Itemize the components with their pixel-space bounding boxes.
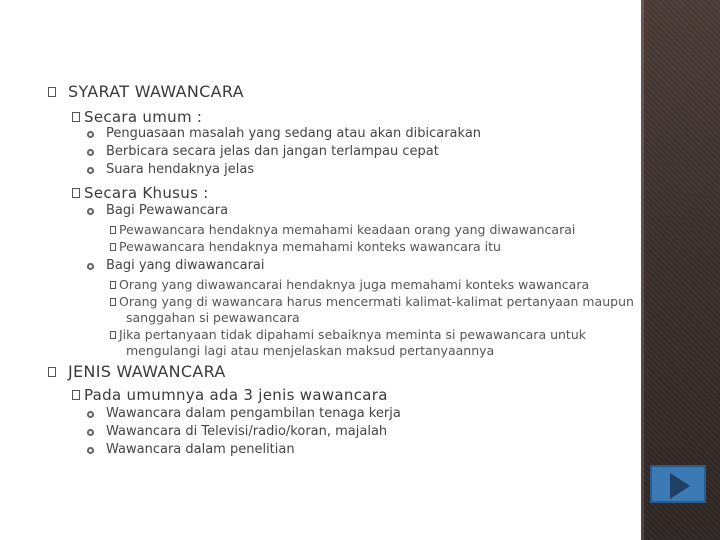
subsection-heading [72, 184, 209, 202]
sub-list-item [110, 294, 634, 309]
box-glyph-icon [72, 188, 80, 198]
section-title: SYARAT WAWANCARA [68, 82, 244, 101]
sub-list-item-text: Pewawancara hendaknya memahami keadaan orang yang diwawancarai [119, 222, 576, 237]
sub-list-item-text: Orang yang diwawancarai hendaknya juga memahami konteks wawancara [119, 277, 590, 292]
flower-bullet-icon [86, 166, 95, 175]
box-glyph-icon [48, 87, 56, 97]
subsection-label: Secara umum : [84, 108, 203, 126]
decorative-side-band [641, 0, 720, 540]
box-glyph-icon [110, 298, 116, 306]
box-glyph-icon [110, 226, 116, 234]
sub-list-item [110, 239, 501, 254]
sub-list-item [110, 327, 586, 342]
list-item: Bagi yang diwawancarai [106, 258, 265, 273]
section-title: JENIS WAWANCARA [68, 362, 226, 381]
box-glyph-icon [110, 331, 116, 339]
flower-bullet-icon [86, 262, 95, 271]
next-slide-button[interactable] [650, 465, 706, 503]
subsection-heading [72, 386, 388, 404]
sub-list-item-text: Pewawancara hendaknya memahami konteks wawancara itu [119, 239, 501, 254]
sub-list-item-text: Jika pertanyaan tidak dipahami sebaiknya meminta si pewawancara untuk [119, 327, 586, 342]
sub-list-item [110, 222, 575, 237]
box-glyph-icon [110, 243, 116, 251]
box-glyph-icon [110, 281, 116, 289]
flower-bullet-icon [86, 428, 95, 437]
flower-bullet-icon [86, 446, 95, 455]
sub-list-item-continuation: mengulangi lagi atau menjelaskan maksud pertanyaannya [126, 343, 495, 358]
flower-bullet-icon [86, 130, 95, 139]
list-item: Berbicara secara jelas dan jangan terlampau cepat [106, 144, 439, 159]
list-item: Bagi Pewawancara [106, 203, 229, 218]
flower-bullet-icon [86, 410, 95, 419]
list-item: Wawancara di Televisi/radio/koran, majalah [106, 424, 388, 439]
subsection-heading [72, 108, 202, 126]
section-heading [48, 82, 244, 101]
list-item: Wawancara dalam penelitian [106, 442, 295, 457]
box-glyph-icon [48, 367, 56, 377]
sub-list-item-text: Orang yang di wawancara harus mencermati kalimat-kalimat pertanyaan maupun [119, 294, 634, 309]
box-glyph-icon [72, 390, 80, 400]
subsection-label: Pada umumnya ada 3 jenis wawancara [84, 386, 388, 404]
sub-list-item-continuation: sanggahan si pewawancara [126, 310, 300, 325]
list-item: Wawancara dalam pengambilan tenaga kerja [106, 406, 401, 421]
flower-bullet-icon [86, 207, 95, 216]
next-arrow-icon [670, 473, 690, 499]
section-heading [48, 362, 226, 381]
list-item: Penguasaan masalah yang sedang atau akan dibicarakan [106, 126, 482, 141]
box-glyph-icon [72, 112, 80, 122]
list-item: Suara hendaknya jelas [106, 162, 255, 177]
subsection-label: Secara Khusus : [84, 184, 209, 202]
flower-bullet-icon [86, 148, 95, 157]
sub-list-item [110, 277, 589, 292]
